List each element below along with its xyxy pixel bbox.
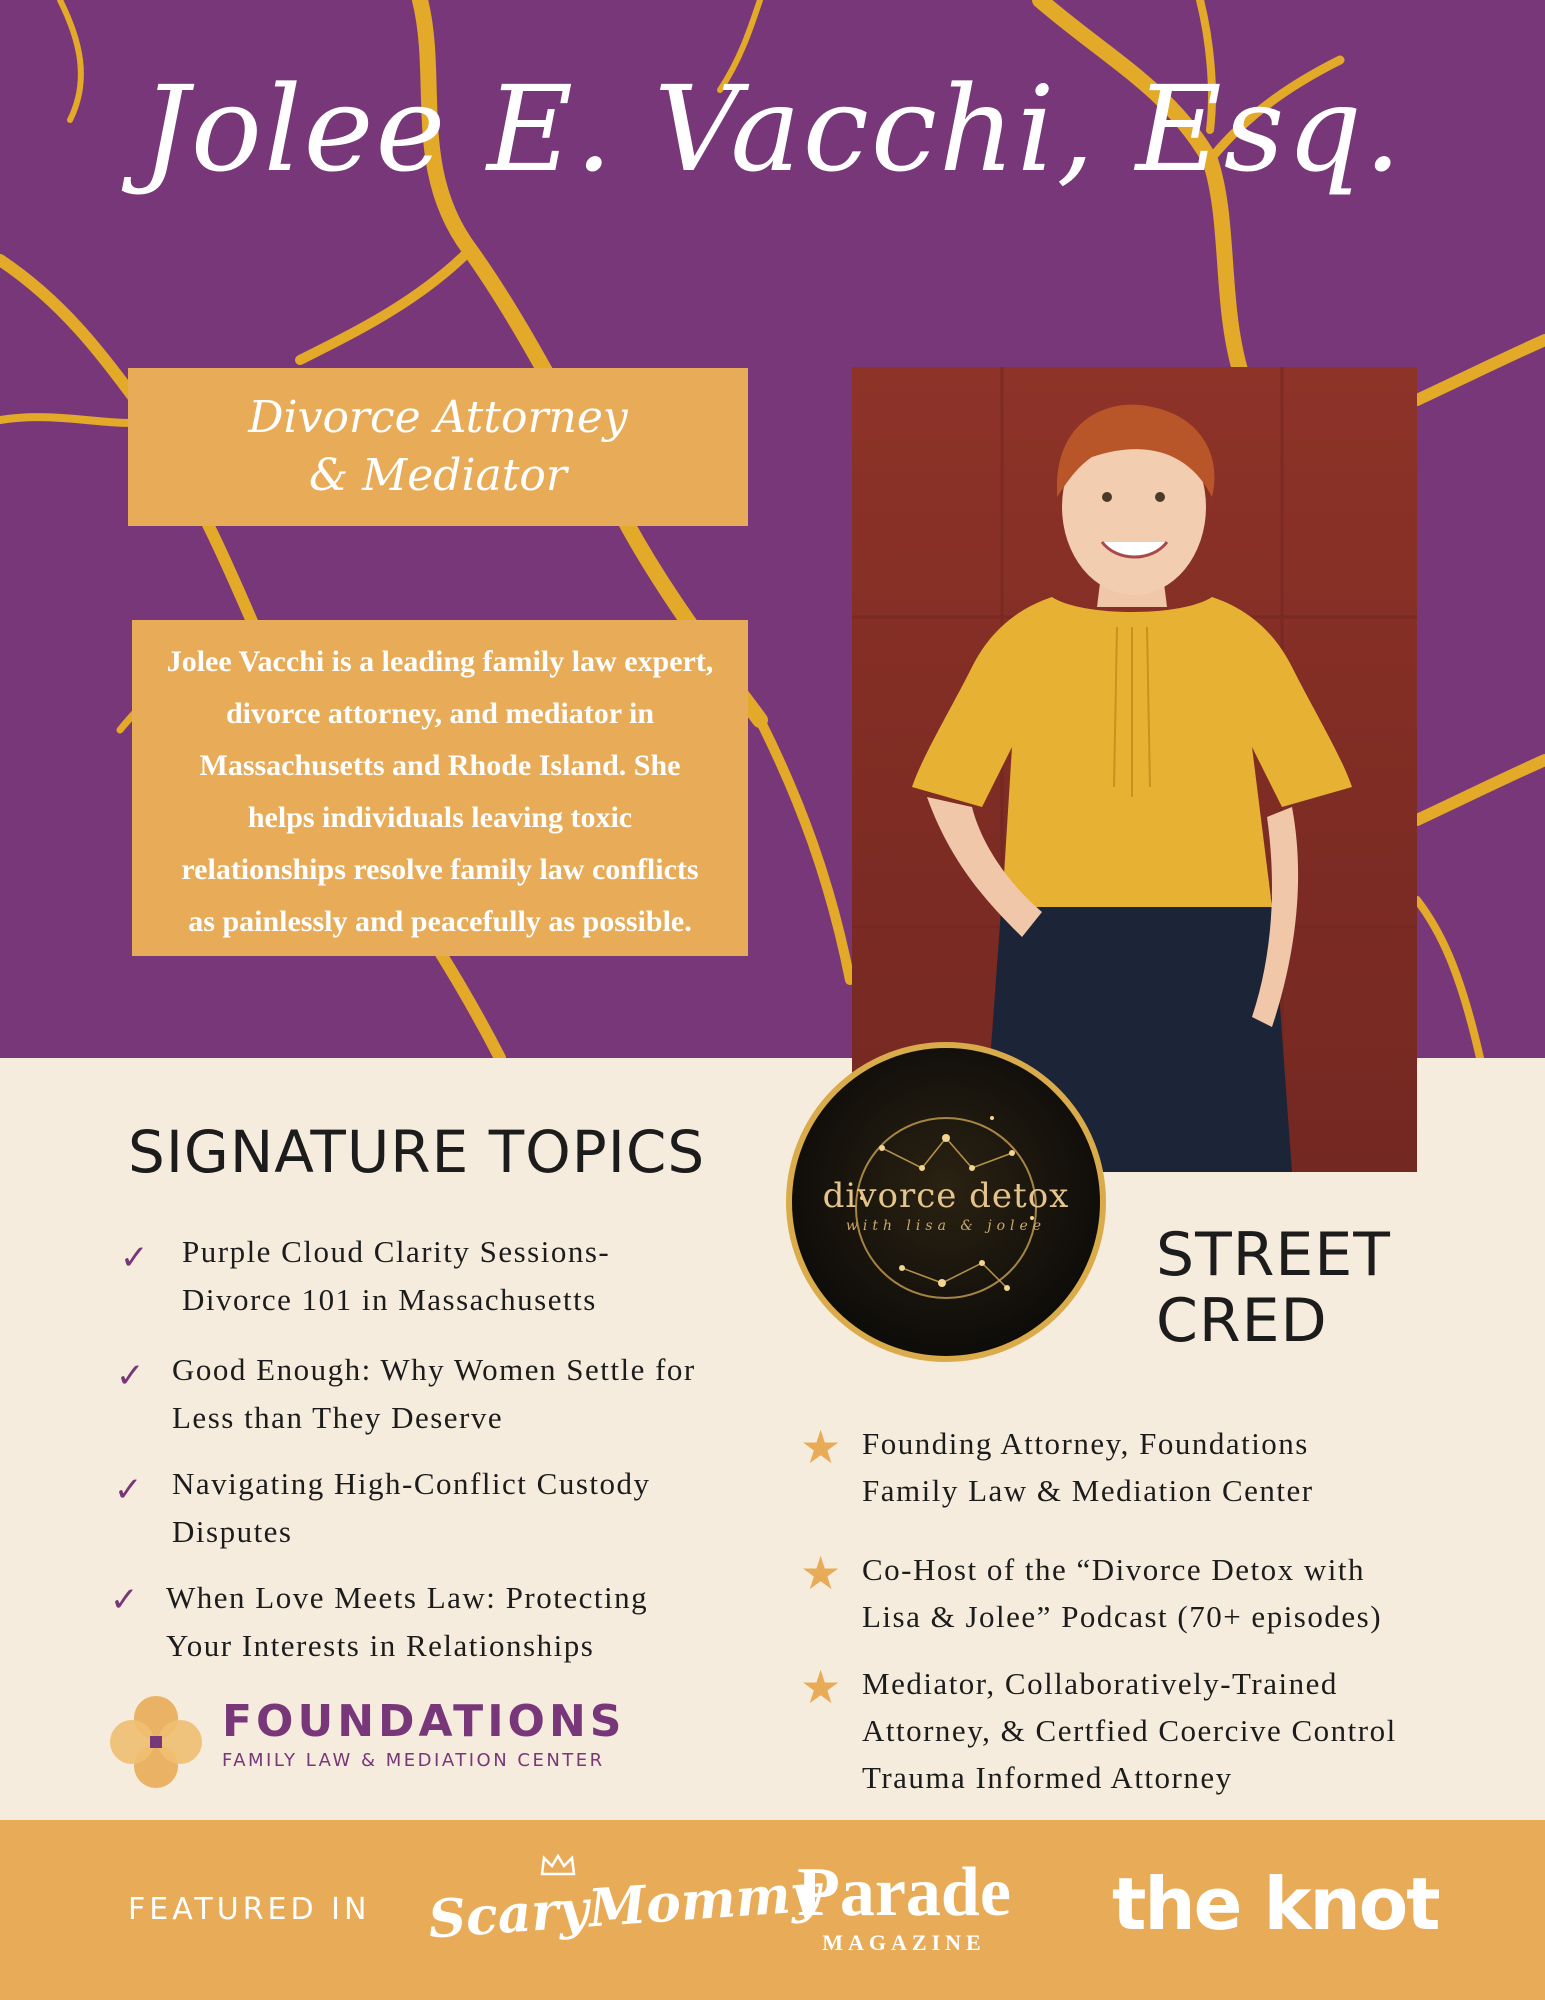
checkmark-icon: ✓	[114, 1470, 143, 1510]
topic-item	[166, 1574, 648, 1670]
star-icon: ★	[800, 1420, 842, 1474]
bio-line: relationships resolve family law conflicts	[181, 853, 699, 886]
topic-line: Your Interests in Relationships	[166, 1628, 595, 1663]
bio-line: Jolee Vacchi is a leading family law expert,	[166, 645, 714, 678]
subtitle-line: & Mediator	[309, 450, 567, 501]
foundations-tagline: FAMILY LAW & MEDIATION CENTER	[222, 1750, 605, 1771]
divorce-detox-podcast-logo	[786, 1042, 1106, 1362]
topic-item	[172, 1346, 696, 1442]
bio-line: Massachusetts and Rhode Island. She	[199, 749, 681, 782]
parade-logo: Parade	[797, 1854, 1011, 1931]
topic-item	[182, 1228, 610, 1324]
bio-line: as painlessly and peacefully as possible.	[188, 905, 692, 938]
topic-line: Purple Cloud Clarity Sessions-	[182, 1234, 611, 1269]
podcast-hosts: with lisa & jolee	[845, 1218, 1047, 1234]
checkmark-icon: ✓	[116, 1356, 145, 1396]
bio-line: divorce attorney, and mediator in	[225, 697, 655, 730]
subtitle-box	[128, 368, 748, 526]
street-cred-heading-line: CRED	[1156, 1286, 1328, 1356]
the-knot-logo: the knot	[1112, 1862, 1439, 1946]
cred-line: Lisa & Jolee” Podcast (70+ episodes)	[862, 1599, 1383, 1634]
star-icon: ★	[800, 1660, 842, 1714]
bio-line: helps individuals leaving toxic	[247, 801, 633, 834]
checkmark-icon: ✓	[120, 1238, 149, 1278]
scary-mommy-logo: ScaryMommy	[426, 1862, 823, 1951]
street-cred-heading	[1156, 1222, 1391, 1354]
subtitle-line: Divorce Attorney	[248, 392, 628, 443]
cred-line: Attorney, & Certfied Coercive Control	[862, 1713, 1397, 1748]
star-icon: ★	[800, 1546, 842, 1600]
topic-line: Disputes	[172, 1514, 293, 1549]
cred-item	[862, 1546, 1382, 1640]
cred-item	[862, 1420, 1314, 1514]
topic-line: Navigating High-Conflict Custody	[172, 1466, 651, 1501]
foundations-name: FOUNDATIONS	[222, 1696, 626, 1747]
foundations-flower-icon	[110, 1696, 202, 1788]
street-cred-heading-line: STREET	[1156, 1220, 1391, 1290]
cred-item	[862, 1660, 1397, 1801]
page-title: Jolee E. Vacchi, Esq.	[141, 60, 1404, 198]
cred-line: Mediator, Collaboratively-Trained	[862, 1666, 1338, 1701]
topic-item	[172, 1460, 651, 1556]
featured-in-label: FEATURED IN	[128, 1892, 371, 1927]
topic-line: Divorce 101 in Massachusetts	[182, 1282, 597, 1317]
signature-topics-heading: SIGNATURE TOPICS	[128, 1118, 706, 1186]
cred-line: Founding Attorney, Foundations	[862, 1426, 1309, 1461]
checkmark-icon: ✓	[110, 1580, 139, 1620]
cred-line: Trauma Informed Attorney	[862, 1760, 1233, 1795]
bio-box	[132, 620, 748, 956]
cred-line: Family Law & Mediation Center	[862, 1473, 1314, 1508]
podcast-name: divorce detox	[822, 1176, 1070, 1216]
topic-line: Good Enough: Why Women Settle for	[172, 1352, 696, 1387]
topic-line: When Love Meets Law: Protecting	[166, 1580, 649, 1615]
cred-line: Co-Host of the “Divorce Detox with	[862, 1552, 1365, 1587]
topic-line: Less than They Deserve	[172, 1400, 504, 1435]
crown-icon	[540, 1854, 576, 1876]
parade-magazine-label: MAGAZINE	[822, 1930, 986, 1955]
